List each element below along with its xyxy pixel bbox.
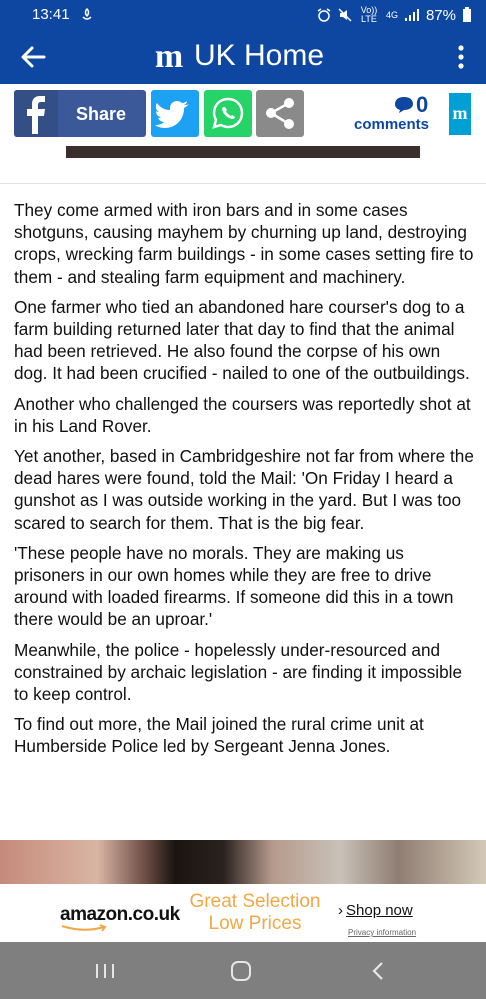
battery-icon xyxy=(462,7,472,23)
amazon-ad-banner[interactable] xyxy=(0,884,486,942)
mute-icon xyxy=(338,8,352,22)
signal-icon xyxy=(404,8,420,22)
alarm-icon xyxy=(316,8,332,22)
share-icon xyxy=(256,90,304,137)
more-vertical-icon[interactable] xyxy=(454,44,468,70)
notification-icon xyxy=(80,8,94,22)
article-paragraph: Another who challenged the coursers was reportedly shot at in his Land Rover. xyxy=(14,393,471,436)
facebook-share-label: Share xyxy=(76,104,127,124)
comments-count: 0 xyxy=(416,92,429,117)
svg-text:m: m xyxy=(154,40,184,72)
network-label: 4G xyxy=(385,9,398,20)
system-nav-bar xyxy=(0,942,486,999)
mail-mini-logo-icon xyxy=(449,93,471,135)
app-bar xyxy=(0,30,486,84)
article-photo[interactable] xyxy=(0,840,486,884)
status-bar xyxy=(0,0,486,30)
share-button[interactable] xyxy=(256,90,304,137)
comments-button[interactable] xyxy=(354,92,438,136)
ad-headline xyxy=(180,891,330,935)
article-paragraph: They come armed with iron bars and in some cases shotguns, causing mayhem by churning up land, destroying crops, wrecking farm buildings - in some cases setting fire to them - and stealing farm equipment and machinery. xyxy=(14,200,474,287)
article-body xyxy=(14,199,476,766)
status-time: 13:41 xyxy=(32,6,70,23)
divider xyxy=(0,183,486,184)
facebook-icon xyxy=(14,90,58,137)
article-paragraph: One farmer who tied an abandoned hare courser's dog to a farm building returned later that day to find that the animal had been retrieved. He also found the corpse of his own dog. It had been crucified - nailed to one of the outbuildings. xyxy=(14,296,470,384)
ad-headline-line1: Great Selection xyxy=(189,891,321,912)
amazon-logo: amazon.co.uk xyxy=(60,904,180,925)
arrow-left-icon[interactable] xyxy=(18,43,48,71)
article-image-bottom-edge xyxy=(66,146,420,158)
mail-brand-tab[interactable] xyxy=(449,93,471,135)
twitter-icon xyxy=(151,90,199,137)
chevron-right-icon: › xyxy=(338,902,343,919)
volte-label: Vo)) LTE xyxy=(360,5,378,24)
comments-label: comments xyxy=(354,116,430,133)
whatsapp-icon xyxy=(204,90,252,137)
shop-now-label: Shop now xyxy=(346,902,413,919)
mail-logo-icon xyxy=(148,40,190,72)
article-paragraph: To find out more, the Mail joined the rural crime unit at Humberside Police led by Sergeant Jenna Jones. xyxy=(14,714,424,757)
ad-headline-line2: Low Prices xyxy=(208,913,302,934)
article-paragraph: 'These people have no morals. They are making us prisoners in our own homes while they are free to drive around with loaded firearms. If someone did this in a town there would be an uproar.' xyxy=(14,542,454,630)
recents-icon[interactable] xyxy=(92,960,118,982)
comment-bubble-icon xyxy=(394,96,414,114)
whatsapp-share-button[interactable] xyxy=(204,90,252,137)
shop-now-link[interactable] xyxy=(338,902,413,919)
app-title: UK Home xyxy=(194,39,325,72)
battery-percent: 87% xyxy=(425,6,456,24)
twitter-share-button[interactable] xyxy=(151,90,199,137)
facebook-share-button[interactable] xyxy=(14,90,146,137)
amazon-smile-icon xyxy=(60,924,112,932)
home-icon[interactable] xyxy=(228,960,254,982)
article-paragraph: Yet another, based in Cambridgeshire not far from where the dead hares were found, told the Mail: 'On Friday I heard a gunshot as I was outside working in the yard. But I was too scared to search for them. That is the big fear. xyxy=(14,446,474,533)
status-icons xyxy=(316,6,472,24)
article-paragraph: Meanwhile, the police - hopelessly under-resourced and constrained by archaic legislation - are finding it impossible to keep control. xyxy=(14,639,463,705)
privacy-information-link[interactable]: Privacy information xyxy=(348,928,417,937)
nav-back-icon[interactable] xyxy=(366,960,392,982)
svg-text:m: m xyxy=(452,103,468,123)
